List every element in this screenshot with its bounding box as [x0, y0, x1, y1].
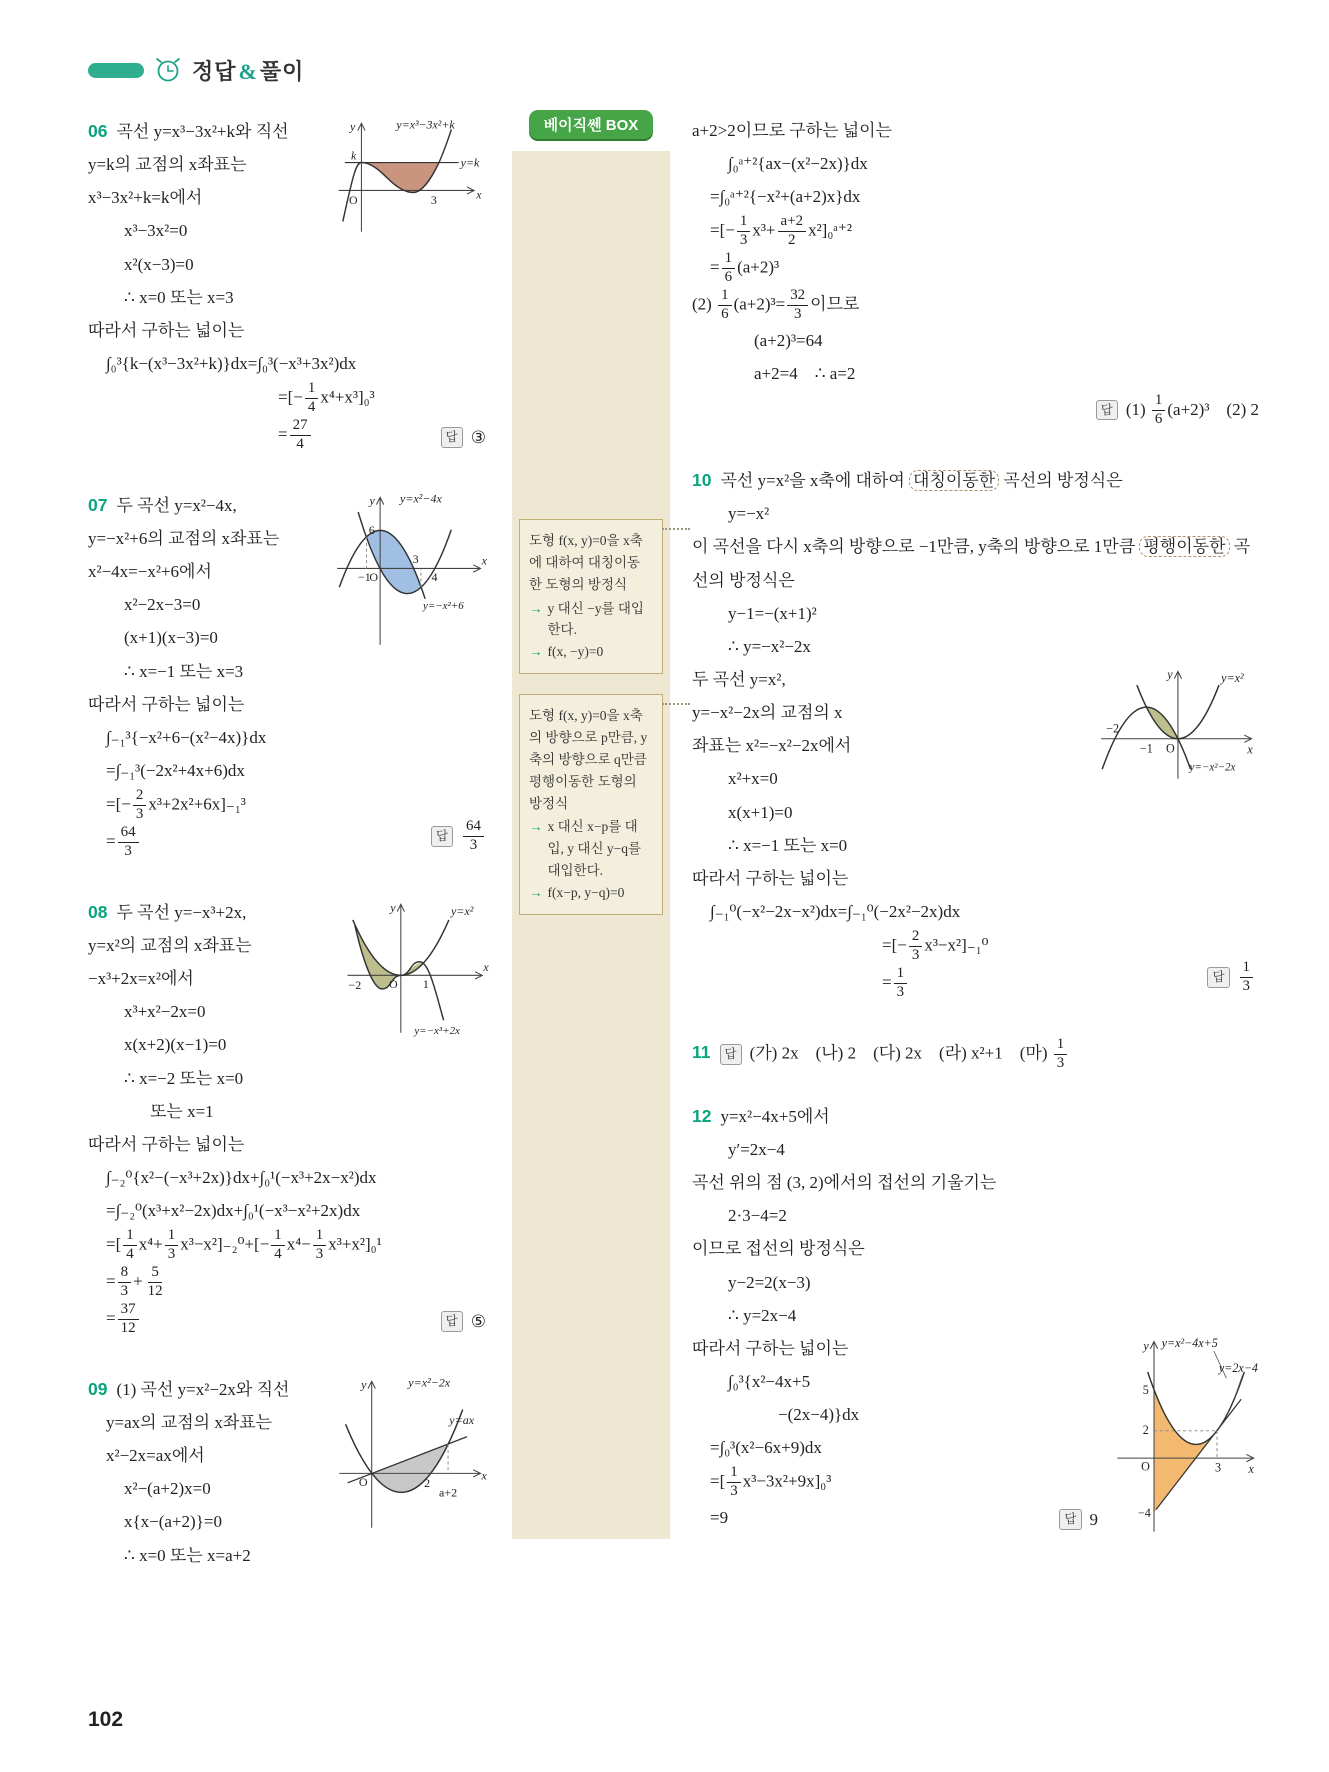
x-tick-3: 3 — [1215, 1460, 1222, 1475]
title-left: 정답 — [192, 58, 237, 84]
note-title: 도형 f(x, y)=0을 x축의 방향으로 p만큼, y축의 방향으로 q만큼 평행이동한 도형의 방정식 — [529, 708, 648, 811]
solution-lines — [692, 497, 1259, 530]
curve-label: y=x²−2x — [408, 1375, 451, 1390]
graph-06 — [328, 116, 490, 238]
y-tick-6: 6 — [368, 522, 375, 537]
answer — [1059, 1503, 1098, 1536]
solution-line: y−1=−(x+1)² — [728, 603, 817, 623]
y-axis — [358, 123, 365, 232]
axis-label-y: y — [349, 119, 356, 134]
x-tick-minus1: −1 — [358, 569, 371, 584]
problem-number: 09 — [88, 1378, 108, 1399]
solution-line: 따라서 구하는 넓이는 — [88, 1134, 245, 1154]
solution-line: x(x+1)=0 — [728, 802, 793, 822]
curve2-label: y=−x²−2x — [1189, 761, 1236, 774]
graph-07 — [333, 490, 490, 649]
solution-line: x²−2x−3=0 — [124, 595, 201, 615]
note-box-reflection — [519, 519, 663, 674]
solution-line: x²+x=0 — [728, 769, 778, 789]
solution-line: (2) $\frac{1}{6}$ (a+2)³= $\frac{32}{3}$ 이므로 — [692, 287, 860, 323]
note-item-text: y 대신 −y를 대입한다. — [547, 600, 644, 638]
note-item — [529, 641, 653, 663]
solution-line: ∫₋₁³{−x²+6−(x²−4x)}dx — [106, 727, 267, 747]
x-tick-a-plus-2: a+2 — [439, 1485, 458, 1500]
final-line-with-answer — [710, 1501, 1102, 1536]
note-title: 도형 f(x, y)=0을 x축에 대하여 대칭이동한 도형의 방정식 — [529, 533, 643, 592]
origin-label: O — [1166, 741, 1175, 756]
solution-line: ∫₋₁⁰(−x²−2x−x²)dx=∫₋₁⁰(−2x²−2x)dx — [710, 902, 961, 922]
graph-10 — [1099, 665, 1259, 783]
axis-label-x: x — [476, 187, 482, 202]
problem-number: 07 — [88, 494, 108, 515]
problem-12 — [692, 1099, 1259, 1544]
answer-badge: 답 — [441, 427, 463, 448]
final-line: =9 — [710, 1508, 729, 1528]
right-column — [692, 114, 1259, 1578]
axis-label-x: x — [481, 1468, 487, 1483]
solution-line: ∴ x=0 또는 x=3 — [124, 287, 234, 307]
intro-text: y=x²−4x+5에서 — [720, 1106, 830, 1126]
solution-line: =∫₀³(x²−6x+9)dx — [710, 1438, 822, 1458]
solution-line: 2·3−4=2 — [728, 1206, 787, 1226]
shaded-region — [1146, 707, 1178, 739]
problem-10 — [692, 463, 1259, 1002]
axis-label-y: y — [1143, 1338, 1149, 1353]
intro-text: 곡선 y=x²을 x축에 대하여 — [720, 471, 910, 491]
problem-06 — [88, 114, 490, 454]
solution-line: ∴ x=−1 또는 x=0 — [728, 835, 848, 855]
arrow-right-icon — [529, 882, 543, 904]
line-text: 이 곡선을 다시 x축의 방향으로 −1만큼, y축의 방향으로 1만큼 — [692, 537, 1140, 557]
solution-line: 따라서 구하는 넓이는 — [88, 694, 245, 714]
solution-line: =[− $\frac{1}{4}$ x⁴+x³]₀³ — [278, 380, 375, 416]
x-tick-3: 3 — [430, 192, 437, 207]
intro-text: 두 곡선 y=x²−4x, — [116, 495, 237, 515]
note-items — [529, 598, 653, 664]
page-header — [88, 50, 1259, 90]
solution-line: x²(x−3)=0 — [124, 254, 194, 274]
note-item-text: x 대신 x−p를 대입, y 대신 y−q를 대입한다. — [547, 819, 642, 879]
curve2-label: y=−x³+2x — [414, 1024, 460, 1037]
curve1-label: y=x² — [450, 903, 474, 918]
solution-line: x³−3x²+k=k에서 — [88, 188, 203, 208]
y-tick-minus4: −4 — [1138, 1505, 1151, 1520]
solution-line: x{x−(a+2)}=0 — [124, 1512, 222, 1532]
cubic-curve — [355, 925, 444, 1020]
answer-value: ③ — [470, 427, 486, 447]
title-ampersand: & — [238, 58, 258, 84]
solution-line: (x+1)(x−3)=0 — [124, 628, 218, 648]
solution-line: y=k의 교점의 x좌표는 — [88, 155, 247, 175]
problem-number: 10 — [692, 470, 712, 491]
clock-icon — [153, 55, 183, 85]
solution-line: ∫₀ᵃ⁺²{ax−(x²−2x)}dx — [728, 154, 868, 174]
problem-number: 06 — [88, 121, 108, 141]
solution-lines — [692, 1133, 1259, 1332]
y-tick-2: 2 — [1142, 1422, 1149, 1437]
solution-line: ∫₋₂⁰{x²−(−x³+2x)}dx+∫₀¹(−x³+2x−x²)dx — [106, 1168, 377, 1188]
line-label: y=2x−4 — [1218, 1360, 1258, 1375]
solution-with-graph — [692, 663, 1259, 862]
line-label: y=ax — [449, 1413, 475, 1428]
solution-line: ∴ y=−x²−2x — [728, 636, 811, 656]
axis-label-x: x — [483, 960, 489, 975]
origin-label: O — [1141, 1459, 1150, 1474]
origin-label: O — [389, 976, 398, 991]
axis-label-y: y — [369, 493, 375, 508]
solution-line: =∫₋₁³(−2x²+4x+6)dx — [106, 761, 245, 780]
highlighted-term-translation: 평행이동한 — [1139, 536, 1229, 557]
problem-07 — [88, 488, 490, 861]
solution-line: y′=2x−4 — [728, 1139, 785, 1159]
solution-line: = $\frac{37}{12}$ — [106, 1301, 490, 1338]
solution-line: y=−x²−2x의 교점의 x — [692, 703, 843, 723]
solution-line: ∫₀³{x²−4x+5 — [728, 1371, 811, 1391]
answer-value: $\frac{1}{3}$ — [1238, 959, 1255, 996]
line-label: y=k — [460, 155, 480, 170]
graph-09 — [335, 1374, 490, 1533]
problem-number: 11 — [692, 1042, 711, 1063]
solution-line: x³−3x²=0 — [124, 221, 188, 241]
solution-line: −x³+2x=x²에서 — [88, 969, 194, 989]
dotted-connector — [662, 528, 690, 530]
solution-line: x³+x²−2x=0 — [124, 1002, 206, 1022]
graph-08 — [343, 897, 490, 1038]
y-axis — [397, 904, 404, 1032]
arrow-right-icon — [529, 816, 543, 838]
x-tick-minus1: −1 — [1139, 741, 1153, 756]
origin-label: O — [349, 192, 358, 207]
axis-label-y: y — [361, 1377, 367, 1392]
answer — [692, 392, 1259, 429]
note-item — [529, 598, 653, 642]
x-tick-3: 3 — [412, 552, 419, 567]
dotted-connector — [662, 703, 690, 705]
note-item — [529, 882, 653, 904]
graph-12 — [1112, 1334, 1259, 1536]
answer — [1207, 959, 1255, 996]
answer-value: (1) $\frac{1}{6}$ (a+2)³ (2) 2 — [1125, 392, 1259, 428]
y-axis — [368, 1381, 375, 1527]
solution-line: =[ $\frac{1}{4}$ x⁴+ $\frac{1}{3}$ x³−x²]₋₂⁰+[− $\frac{1}{4}$ x⁴− $\frac{1}{3}$ x³+x²]₀¹ — [106, 1227, 382, 1263]
line-text: 곡선의 방정식은 — [692, 537, 1251, 590]
solution-line: 따라서 구하는 넓이는 — [88, 320, 245, 340]
shaded-region — [1154, 1390, 1217, 1513]
problem-intro — [692, 463, 1259, 497]
solution-line: a+2>2이므로 구하는 넓이는 — [692, 121, 893, 140]
solution-line: y=−x²+6의 교점의 x좌표는 — [88, 529, 280, 549]
solution-line: ∴ x=−1 또는 x=3 — [124, 661, 244, 681]
solution-line: = $\frac{1}{6}$ (a+2)³ — [710, 250, 780, 286]
curve1-label: y=x²−4x — [400, 491, 442, 506]
solution-line: 따라서 구하는 넓이는 — [692, 868, 849, 888]
solution-line: 이므로 접선의 방정식은 — [692, 1239, 865, 1259]
left-column — [88, 114, 490, 1606]
x-tick-minus2: −2 — [348, 977, 362, 992]
answer — [441, 427, 486, 448]
origin-label: O — [369, 569, 379, 584]
solution-lines — [692, 597, 1259, 663]
y-axis — [1174, 671, 1181, 778]
solution-line: x²−(a+2)x=0 — [124, 1479, 211, 1499]
content-columns — [88, 114, 1259, 1682]
solution-line: y=−x² — [728, 504, 770, 524]
x-tick-1: 1 — [422, 976, 429, 991]
curve-label: y=x²−4x+5 — [1161, 1335, 1218, 1350]
title-right: 풀이 — [259, 58, 305, 84]
curve2-label: y=−x²+6 — [423, 600, 464, 613]
page-footer — [88, 1682, 1259, 1772]
problem-number: 12 — [692, 1105, 712, 1126]
intro-text: 곡선 y=x³−3x²+k와 직선 — [116, 122, 289, 141]
x-tick-minus2: −2 — [1106, 721, 1120, 736]
arrow-right-icon — [529, 641, 543, 663]
problem-09-continued — [692, 114, 1259, 429]
answer-value: ⑤ — [470, 1311, 486, 1331]
axis-label-x: x — [481, 553, 487, 568]
solution-line: =[ $\frac{1}{3}$ x³−3x²+9x]₀³ — [710, 1464, 832, 1500]
k-tick-label: k — [350, 148, 357, 163]
curve-label: y=x³−3x²+k — [396, 117, 455, 132]
highlighted-term-reflection: 대칭이동한 — [909, 470, 999, 491]
header-bar-decoration — [88, 63, 144, 78]
note-strip — [512, 151, 670, 1539]
answer-badge: 답 — [1059, 1509, 1081, 1530]
solution-with-graph — [692, 1332, 1259, 1544]
x-tick-4: 4 — [431, 569, 438, 584]
intro-text: (1) 곡선 y=x²−2x와 직선 — [116, 1379, 290, 1399]
solution-lines — [692, 862, 1259, 1002]
note-item-text: f(x, −y)=0 — [547, 644, 604, 660]
intro-text: 두 곡선 y=−x³+2x, — [116, 902, 247, 922]
solution-line: y−2=2(x−3) — [728, 1272, 811, 1292]
solution-line: = $\frac{8}{3}$ + $\frac{5}{12}$ — [106, 1264, 163, 1300]
x-axis — [348, 972, 483, 979]
problem-intro — [692, 1099, 1259, 1133]
solution-line — [692, 530, 1259, 596]
page-title — [192, 55, 304, 86]
answer-badge: 답 — [720, 1044, 742, 1065]
page-number: 102 — [88, 1708, 124, 1731]
solution-line: −(2x−4)}dx — [778, 1405, 860, 1425]
solution-line: x(x+2)(x−1)=0 — [124, 1035, 227, 1055]
axis-label-y: y — [390, 900, 396, 915]
answer-value: 9 — [1089, 1510, 1098, 1530]
solution-line: = $\frac{64}{3}$ — [106, 824, 490, 861]
solution-line: 따라서 구하는 넓이는 — [692, 1338, 849, 1358]
answer — [441, 1311, 486, 1332]
axis-label-x: x — [1247, 742, 1253, 757]
answer-value: $\frac{64}{3}$ — [461, 818, 486, 855]
solution-line: ∴ y=2x−4 — [728, 1305, 797, 1325]
problem-08 — [88, 895, 490, 1338]
solution-line: x²−4x=−x²+6에서 — [88, 562, 212, 582]
note-box-translation — [519, 694, 663, 915]
solution-line: =∫₋₂⁰(x³+x²−2x)dx+∫₀¹(−x³−x²+2x)dx — [106, 1201, 361, 1221]
solution-line: 곡선 위의 점 (3, 2)에서의 접선의 기울기는 — [692, 1173, 997, 1193]
solution-line: x²−2x=ax에서 — [106, 1446, 205, 1466]
solution-line: 두 곡선 y=x², — [692, 670, 786, 690]
solution-line: a+2=4 ∴ a=2 — [754, 364, 856, 384]
note-items — [529, 816, 653, 903]
solution-line: = $\frac{1}{3}$ — [882, 965, 1259, 1002]
basic-ssen-box-badge: 베이직쎈 BOX — [529, 110, 654, 139]
solution-line: (a+2)³=64 — [754, 331, 823, 351]
solution-line: 좌표는 x²=−x²−2x에서 — [692, 736, 852, 756]
origin-label: O — [358, 1474, 368, 1489]
answer-badge: 답 — [441, 1311, 463, 1332]
curve1-label: y=x² — [1221, 670, 1244, 685]
answer-badge: 답 — [1096, 400, 1118, 421]
solution-line: = $\frac{27}{4}$ — [278, 417, 490, 454]
solution-line: y=x²의 교점의 x좌표는 — [88, 936, 252, 956]
solution-line: ∫₀³{k−(x³−3x²+k)}dx=∫₀³(−x³+3x²)dx — [106, 353, 357, 373]
solution-line: ∴ x=−2 또는 x=0 — [124, 1068, 244, 1088]
y-tick-5: 5 — [1142, 1382, 1149, 1397]
answer-badge: 답 — [1207, 967, 1229, 988]
middle-column — [512, 114, 670, 1539]
solution-line: =[− $\frac{2}{3}$ x³−x²]₋₁⁰ — [882, 928, 989, 964]
answer-badge: 답 — [431, 826, 453, 847]
solution-line: 또는 x=1 — [150, 1101, 214, 1121]
note-item-text: f(x−p, y−q)=0 — [547, 885, 625, 901]
problem-11 — [692, 1036, 1259, 1073]
solution-line: =[− $\frac{2}{3}$ x³+2x²+6x]₋₁³ — [106, 787, 246, 823]
x-tick-2: 2 — [424, 1475, 431, 1490]
solution-line: =∫₀ᵃ⁺²{−x²+(a+2)x}dx — [710, 187, 861, 207]
answer — [431, 818, 486, 855]
answer-value: (가) 2x (나) 2 (다) 2x (라) x²+1 (마) $\frac{1}{3}$ — [750, 1036, 1070, 1073]
axis-label-x: x — [1248, 1461, 1254, 1476]
intro-text: 곡선의 방정식은 — [999, 471, 1123, 491]
solution-line: y=ax의 교점의 x좌표는 — [106, 1413, 273, 1433]
problem-09 — [88, 1372, 490, 1572]
problem-number: 08 — [88, 901, 108, 922]
solution-line: =[− $\frac{1}{3}$ x³+ $\frac{a+2}{2}$ x²]₀ᵃ⁺² — [710, 213, 852, 249]
axis-label-y: y — [1167, 667, 1173, 682]
solution-line: ∴ x=0 또는 x=a+2 — [124, 1545, 251, 1565]
note-item — [529, 816, 653, 882]
arrow-right-icon — [529, 598, 543, 620]
solution-lines — [692, 114, 1259, 390]
